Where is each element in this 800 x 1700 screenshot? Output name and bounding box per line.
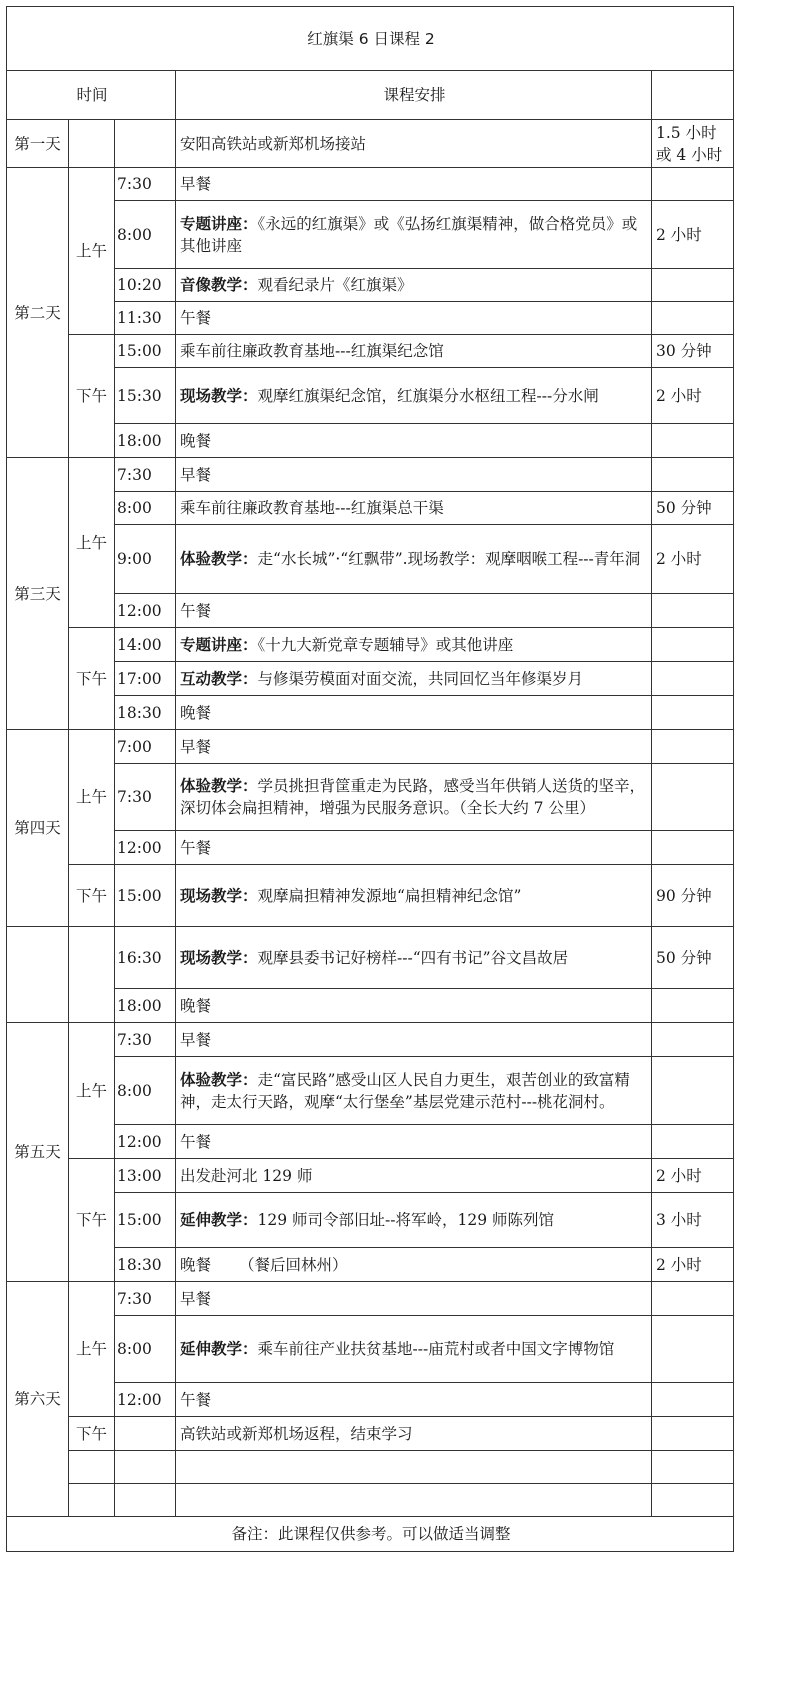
activity-cell — [176, 201, 652, 269]
activity-text: 129 师司令部旧址--将军岭，129 师陈列馆 — [257, 1211, 555, 1229]
table-row — [7, 730, 734, 764]
table-row — [7, 1417, 734, 1451]
empty-cell — [69, 1451, 115, 1484]
time-cell: 12:00 — [115, 1383, 176, 1417]
activity-cell — [176, 1316, 652, 1383]
duration-cell: 90 分钟 — [652, 865, 734, 927]
table-row — [7, 120, 734, 168]
activity-cell — [176, 1057, 652, 1125]
activity-cell — [176, 628, 652, 662]
time-cell: 7:30 — [115, 168, 176, 201]
table-row — [7, 1125, 734, 1159]
empty-cell — [652, 1451, 734, 1484]
activity-note: （餐后回林州） — [239, 1255, 348, 1274]
activity-text: 与修渠劳模面对面交流，共同回忆当年修渠岁月 — [257, 669, 584, 688]
duration-cell — [652, 1282, 734, 1316]
time-cell: 7:30 — [115, 1023, 176, 1057]
time-cell: 18:00 — [115, 424, 176, 458]
empty-cell — [115, 1451, 176, 1484]
activity-text: 走“水长城”·“红飘带”.现场教学：观摩咽喉工程---青年洞 — [257, 550, 641, 568]
activity-cell — [176, 525, 652, 594]
header-time: 时间 — [7, 71, 176, 120]
time-cell: 15:00 — [115, 335, 176, 368]
morning-label: 上午 — [69, 1023, 115, 1159]
duration-cell — [652, 458, 734, 492]
activity-type-label: 体验教学： — [180, 549, 258, 568]
empty-cell — [176, 1484, 652, 1517]
activity-type-label: 现场教学： — [180, 885, 258, 905]
title-row — [7, 7, 734, 71]
activity-type-label: 音像教学： — [180, 275, 258, 294]
duration-cell: 1.5 小时或 4 小时 — [652, 120, 734, 168]
duration-cell — [652, 168, 734, 201]
duration-cell — [652, 764, 734, 831]
activity-cell: 早餐 — [176, 730, 652, 764]
duration-cell — [652, 831, 734, 865]
activity-text: 学员挑担背筐重走为民路，感受当年供销人送货的坚辛，深切体会扁担精神，增强为民服务意识。（全长大约 7 公里） — [180, 777, 646, 817]
table-row — [7, 594, 734, 628]
empty-cell — [69, 1484, 115, 1517]
table-row — [7, 1451, 734, 1484]
header-duration — [652, 71, 734, 120]
day-label: 第三天 — [7, 458, 69, 730]
duration-cell — [652, 1023, 734, 1057]
time-cell: 18:00 — [115, 989, 176, 1023]
activity-cell: 午餐 — [176, 1383, 652, 1417]
empty-cell — [115, 1417, 176, 1451]
time-cell: 15:00 — [115, 865, 176, 927]
empty-cell — [652, 1484, 734, 1517]
table-row — [7, 1023, 734, 1057]
activity-cell: 早餐 — [176, 458, 652, 492]
table-row — [7, 1193, 734, 1248]
activity-type-label: 延伸教学： — [180, 1339, 258, 1358]
footer-row — [7, 1517, 734, 1552]
activity-type-label: 延伸教学： — [180, 1210, 258, 1229]
table-row — [7, 927, 734, 989]
activity-cell — [176, 927, 652, 989]
time-cell: 8:00 — [115, 492, 176, 525]
activity-text: 《永远的红旗渠》或《弘扬红旗渠精神，做合格党员》或其他讲座 — [180, 214, 638, 255]
activity-cell — [176, 1193, 652, 1248]
time-cell: 8:00 — [115, 1057, 176, 1125]
day-label: 第五天 — [7, 1023, 69, 1282]
activity-text: 《十九大新党章专题辅导》或其他讲座 — [257, 635, 514, 654]
activity-type-label: 体验教学： — [180, 776, 258, 795]
table-row — [7, 201, 734, 269]
time-cell: 8:00 — [115, 1316, 176, 1383]
table-row — [7, 492, 734, 525]
morning-label: 上午 — [69, 458, 115, 628]
activity-text: 晚餐 — [180, 1255, 212, 1274]
table-row — [7, 1159, 734, 1193]
day-label: 第四天 — [7, 730, 69, 927]
duration-cell: 2 小时 — [652, 368, 734, 424]
afternoon-label: 下午 — [69, 628, 115, 730]
table-row — [7, 1282, 734, 1316]
activity-cell: 乘车前往廉政教育基地---红旗渠纪念馆 — [176, 335, 652, 368]
activity-cell: 晚餐 — [176, 989, 652, 1023]
header-row — [7, 71, 734, 120]
activity-cell: 出发赴河北 129 师 — [176, 1159, 652, 1193]
morning-label: 上午 — [69, 168, 115, 335]
header-schedule: 课程安排 — [176, 71, 652, 120]
time-cell: 15:00 — [115, 1193, 176, 1248]
duration-cell — [652, 696, 734, 730]
table-row — [7, 628, 734, 662]
duration-cell — [652, 302, 734, 335]
time-cell: 16:30 — [115, 927, 176, 989]
activity-cell: 晚餐 — [176, 424, 652, 458]
table-row — [7, 1316, 734, 1383]
activity-type-label: 互动教学： — [180, 668, 258, 688]
time-cell: 7:30 — [115, 764, 176, 831]
table-row — [7, 525, 734, 594]
duration-cell — [652, 989, 734, 1023]
activity-cell: 早餐 — [176, 1023, 652, 1057]
time-cell: 18:30 — [115, 1248, 176, 1282]
activity-text: 观摩扁担精神发源地“扁担精神纪念馆” — [257, 886, 522, 905]
activity-text: 观看纪录片《红旗渠》 — [257, 276, 413, 294]
activity-cell: 午餐 — [176, 302, 652, 335]
table-row — [7, 696, 734, 730]
table-row — [7, 424, 734, 458]
day-label: 第二天 — [7, 168, 69, 458]
duration-cell — [652, 1316, 734, 1383]
time-cell: 7:30 — [115, 458, 176, 492]
activity-text: 观摩红旗渠纪念馆，红旗渠分水枢纽工程---分水闸 — [257, 386, 599, 405]
activity-type-label: 专题讲座： — [180, 213, 258, 233]
activity-type-label: 体验教学： — [180, 1069, 258, 1089]
activity-cell: 安阳高铁站或新郑机场接站 — [176, 120, 652, 168]
time-cell: 13:00 — [115, 1159, 176, 1193]
activity-text: 走“富民路”感受山区人民自力更生，艰苦创业的致富精神，走太行天路，观摩“太行堡垒”基层党建示范村---桃花洞村。 — [180, 1070, 630, 1111]
afternoon-label: 下午 — [69, 865, 115, 927]
time-cell: 7:00 — [115, 730, 176, 764]
table-row — [7, 168, 734, 201]
activity-cell: 乘车前往廉政教育基地---红旗渠总干渠 — [176, 492, 652, 525]
empty-cell — [176, 1451, 652, 1484]
activity-cell — [176, 662, 652, 696]
duration-cell: 2 小时 — [652, 201, 734, 269]
activity-cell: 早餐 — [176, 1282, 652, 1316]
table-row — [7, 1484, 734, 1517]
table-row — [7, 269, 734, 302]
duration-cell — [652, 1125, 734, 1159]
empty-cell — [115, 1484, 176, 1517]
time-cell: 8:00 — [115, 201, 176, 269]
day-label: 第一天 — [7, 120, 69, 168]
duration-cell — [652, 269, 734, 302]
activity-cell — [176, 1248, 652, 1282]
table-row — [7, 1383, 734, 1417]
table-row — [7, 335, 734, 368]
afternoon-label: 下午 — [69, 1159, 115, 1282]
duration-cell: 2 小时 — [652, 525, 734, 594]
table-row — [7, 831, 734, 865]
duration-cell: 2 小时 — [652, 1159, 734, 1193]
page-title: 红旗渠 6 日课程 2 — [7, 7, 734, 71]
activity-type-label: 现场教学： — [180, 947, 258, 967]
duration-cell — [652, 594, 734, 628]
activity-type-label: 现场教学： — [180, 385, 258, 405]
empty-cell — [69, 927, 115, 1023]
day-label: 第六天 — [7, 1282, 69, 1517]
duration-cell — [652, 1383, 734, 1417]
time-cell: 7:30 — [115, 1282, 176, 1316]
time-cell: 10:20 — [115, 269, 176, 302]
time-cell: 11:30 — [115, 302, 176, 335]
empty-cell — [115, 120, 176, 168]
activity-cell: 高铁站或新郑机场返程，结束学习 — [176, 1417, 652, 1451]
afternoon-label: 下午 — [69, 1417, 115, 1451]
table-row — [7, 368, 734, 424]
activity-cell — [176, 368, 652, 424]
duration-cell — [652, 662, 734, 696]
morning-label: 上午 — [69, 1282, 115, 1417]
table-row — [7, 764, 734, 831]
table-row — [7, 1057, 734, 1125]
activity-text: 乘车前往产业扶贫基地---庙荒村或者中国文字博物馆 — [257, 1340, 615, 1358]
activity-cell — [176, 865, 652, 927]
duration-cell: 3 小时 — [652, 1193, 734, 1248]
duration-cell: 50 分钟 — [652, 492, 734, 525]
time-cell: 18:30 — [115, 696, 176, 730]
activity-cell: 午餐 — [176, 831, 652, 865]
table-row — [7, 458, 734, 492]
empty-cell — [69, 120, 115, 168]
table-row — [7, 989, 734, 1023]
duration-cell — [652, 1417, 734, 1451]
time-cell: 14:00 — [115, 628, 176, 662]
afternoon-label: 下午 — [69, 335, 115, 458]
duration-cell — [652, 730, 734, 764]
activity-cell: 午餐 — [176, 1125, 652, 1159]
table-row — [7, 662, 734, 696]
activity-type-label: 专题讲座： — [180, 634, 258, 654]
morning-label: 上午 — [69, 730, 115, 865]
table-row — [7, 1248, 734, 1282]
duration-cell: 50 分钟 — [652, 927, 734, 989]
activity-cell — [176, 269, 652, 302]
schedule-table — [6, 6, 734, 1552]
duration-cell: 2 小时 — [652, 1248, 734, 1282]
time-cell: 12:00 — [115, 594, 176, 628]
time-cell: 12:00 — [115, 831, 176, 865]
time-cell: 9:00 — [115, 525, 176, 594]
activity-cell: 午餐 — [176, 594, 652, 628]
table-row — [7, 865, 734, 927]
table-row — [7, 302, 734, 335]
duration-cell — [652, 424, 734, 458]
time-cell: 15:30 — [115, 368, 176, 424]
activity-cell: 晚餐 — [176, 696, 652, 730]
duration-cell — [652, 628, 734, 662]
empty-cell — [7, 927, 69, 1023]
footer-note: 备注：此课程仅供参考。可以做适当调整 — [7, 1517, 734, 1552]
activity-cell — [176, 764, 652, 831]
activity-text: 观摩县委书记好榜样---“四有书记”谷文昌故居 — [257, 948, 569, 967]
duration-cell — [652, 1057, 734, 1125]
time-cell: 17:00 — [115, 662, 176, 696]
duration-cell: 30 分钟 — [652, 335, 734, 368]
time-cell: 12:00 — [115, 1125, 176, 1159]
activity-cell: 早餐 — [176, 168, 652, 201]
